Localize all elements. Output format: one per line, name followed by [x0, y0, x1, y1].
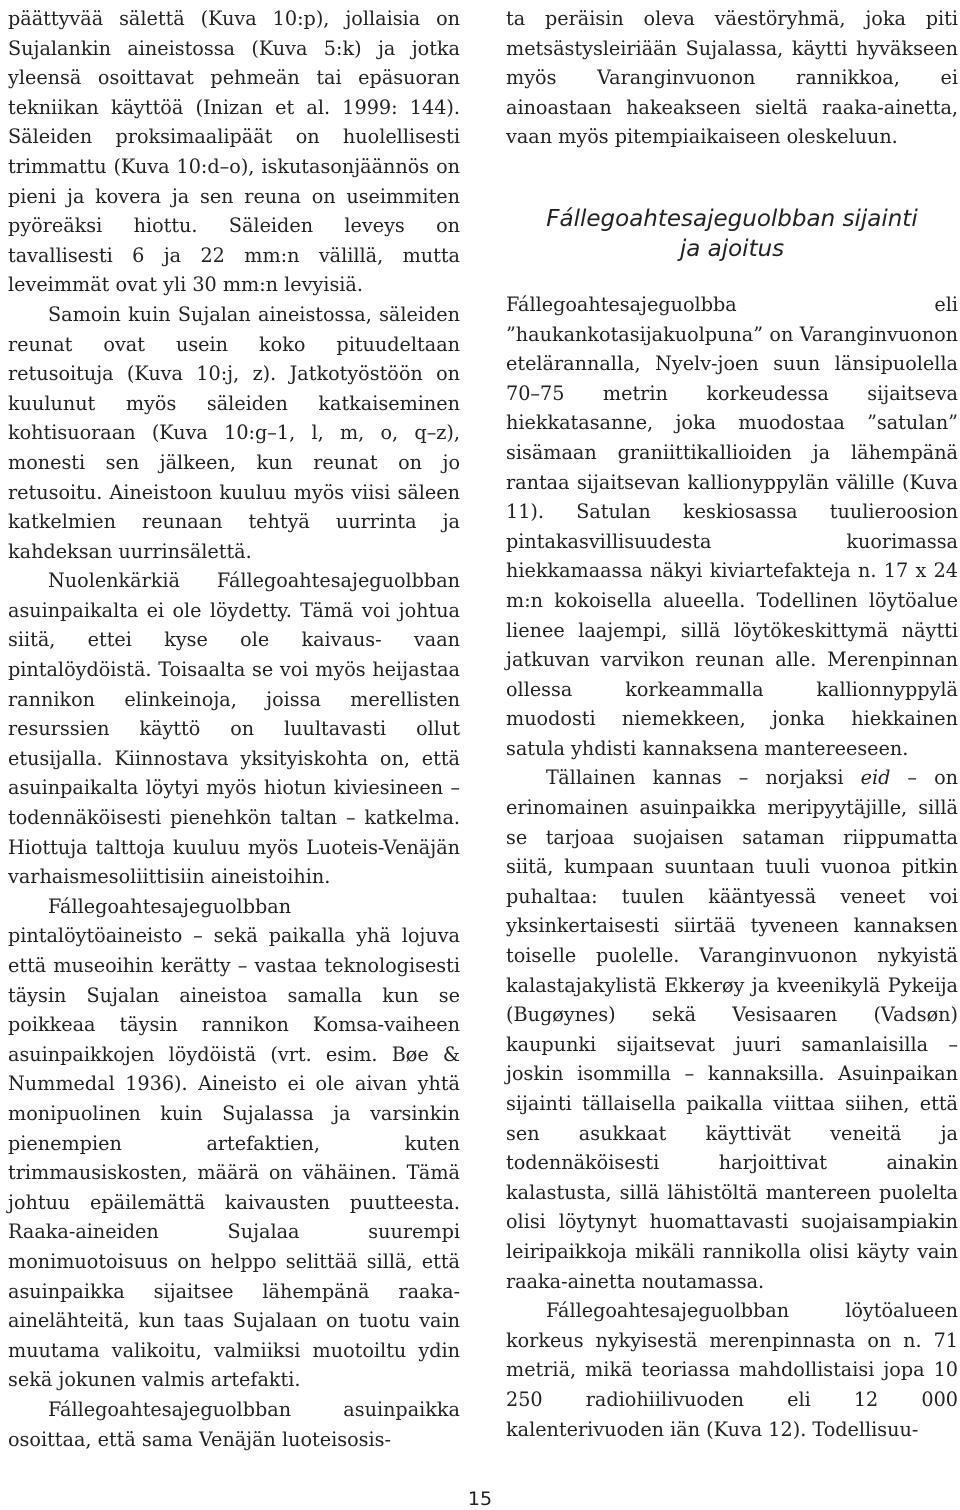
italic-term: eid	[860, 766, 891, 790]
page-number: 15	[467, 1488, 493, 1510]
right-text-column	[506, 4, 958, 1444]
paragraph: päättyvää sälettä (Kuva 10:p), jollaisia on Sujalankin aineistossa (Kuva 5:k) ja jotka yleensä osoittavat pehmeän tai epäsuoran tekniikan käyttöä (Inizan et al. 1999: 144). Säleiden proksimaalipäät on huolellisesti trimmattu (Kuva 10:d–o), iskutasonjäännös on pieni ja kovera ja sen reuna on useimmiten pyöreäksi hiottu. Säleiden leveys on tavallisesti 6 ja 22 mm:n välillä, mutta leveimmät ovat yli 30 mm:n levyisiä.	[8, 7, 460, 297]
paragraph: Fállegoahtesajeguolbba eli ”haukankotasijakuolpuna” on Varanginvuonon etelärannalla, Nyelv-joen suun länsipuolella 70–75 metrin korkeudessa sijaitseva hiekkatasanne, joka muodostaa ”satulan” sisämaan graniittikallioiden ja lähempänä rantaa sijaitsevan kallionyppylän välille (Kuva 11). Satulan keskiosassa tuulieroosion pintakasvillisuudesta kuorimassa hiekkamaassa näkyi kiviartefakteja n. 17 x 24 m:n kokoisella alueella. Todellinen löytöalue lienee laajempi, sillä löytökeskittymä näytti jatkuvan varvikon reunan alle. Merenpinnan ollessa korkeammalla kallionnyppylä muodosti niemekkeen, jonka hiekkainen satula yhdisti kannaksena mantereeseen.	[506, 292, 958, 760]
paragraph-text: Tällainen kannas – norjaksi	[546, 766, 861, 790]
paragraph: Fállegoahtesajeguolbban löytöalueen korkeus nykyisestä merenpinnasta on n. 71 metriä, mikä teoriassa mahdollistaisi jopa 10 250 radiohiilivuoden eli 12 000 kalenterivuoden iän (Kuva 12). Todellisuu-	[506, 1299, 958, 1441]
paragraph: ta peräisin oleva väestöryhmä, joka piti metsästysleiriään Sujalassa, käytti hyväkseen myös Varanginvuonon rannikkoa, ei ainoastaan hakeakseen sieltä raaka-ainetta, vaan myös pitempiaikaiseen oleskeluun.	[506, 7, 958, 149]
paragraph: Samoin kuin Sujalan aineistossa, säleiden reunat ovat usein koko pituudeltaan retusoituja (Kuva 10:j, z). Jatkotyöstöön on kuulunut myös säleiden katkaiseminen kohtisuoraan (Kuva 10:g–1, l, m, o, q–z), monesti sen jälkeen, kun reunat on jo retusoitu. Aineistoon kuuluu myös viisi säleen katkelmien reunaan tehtyä uurrinta ja kahdeksan uurrinsälettä.	[8, 302, 460, 563]
paragraph	[506, 763, 958, 1296]
paragraph: Fállegoahtesajeguolbban asuinpaikka osoittaa, että sama Venäjän luoteisosis-	[8, 1397, 460, 1451]
section-heading-line: ja ajoitus	[679, 235, 785, 262]
paragraph: Fállegoahtesajeguolbban pintalöytöaineisto – sekä paikalla yhä lojuva että museoihin kerätty – vastaa teknologisesti täysin Sujalan aineistoa samalla kun se poikkeaa täysin rannikon Komsa-vaiheen asuinpaikkojen löydöistä (vrt. esim. Bøe & Nummedal 1936). Aineisto ei ole aivan yhtä monipuolinen kuin Sujalassa ja varsinkin pienempien artefaktien, kuten trimmausiskosten, määrä on vähäinen. Tämä johtuu epäilemättä kaivausten puutteesta. Raaka-aineiden Sujalaa suurempi monimuotoisuus on helppo selittää sillä, että asuinpaikka sijaitsee lähempänä raaka-ainelähteitä, kun taas Sujalaan on tuotu vain muutama valikoitu, valmiiksi muotoiltu ydin sekä jokunen valmis artefakti.	[8, 894, 460, 1392]
paragraph: Nuolenkärkiä Fállegoahtesajeguolbban asuinpaikalta ei ole löydetty. Tämä voi johtua siitä, ettei kyse ole kaivaus- vaan pintalöydöistä. Toisaalta se voi myös heijastaa rannikon elinkeinoja, joissa merellisten resurssien käyttö on luultavasti ollut etusijalla. Kiinnostava yksityiskohta on, että asuinpaikalta löytyi myös hiotun kiviesineen – todennäköisesti pienehkön taltan – katkelma. Hiottuja talttoja kuuluu myös Luoteis-Venäjän varhaismesoliittisiin aineistoihin.	[8, 569, 460, 889]
section-heading-line: Fállegoahtesajeguolbban sijainti	[546, 205, 918, 232]
section-heading	[506, 204, 958, 264]
paragraph-text: – on erinomainen asuinpaikka meripyytäjille, sillä se tarjoaa suojaisen sataman riippumatta siitä, kumpaan suuntaan tuuli vuonoa pitkin puhaltaa: tuulen kääntyessä veneet voi yksinkertaisesti siirtää tyveneen kannaksen toiselle puolelle. Varanginvuonon nykyistä kalastajakylistä Ekkerøy ja kveenikylä Pykeija (Bugøynes) sekä Vesisaaren (Vadsøn) kaupunki sijaitsevat juuri samanlaisilla – joskin isommilla – kannaksilla. Asuinpaikan sijainti tällaisella paikalla viittaa siihen, että sen asukkaat käyttivät veneitä ja todennäköisesti harjoittivat ainakin kalastusta, sillä lähistöltä mantereen puolelta olisi löytynyt huomattavasti suojaisampiakin leiripaikkoja mikäli rannikolla olisi käyty vain raaka-ainetta noutamassa.	[506, 766, 958, 1293]
left-text-column	[8, 4, 460, 1454]
